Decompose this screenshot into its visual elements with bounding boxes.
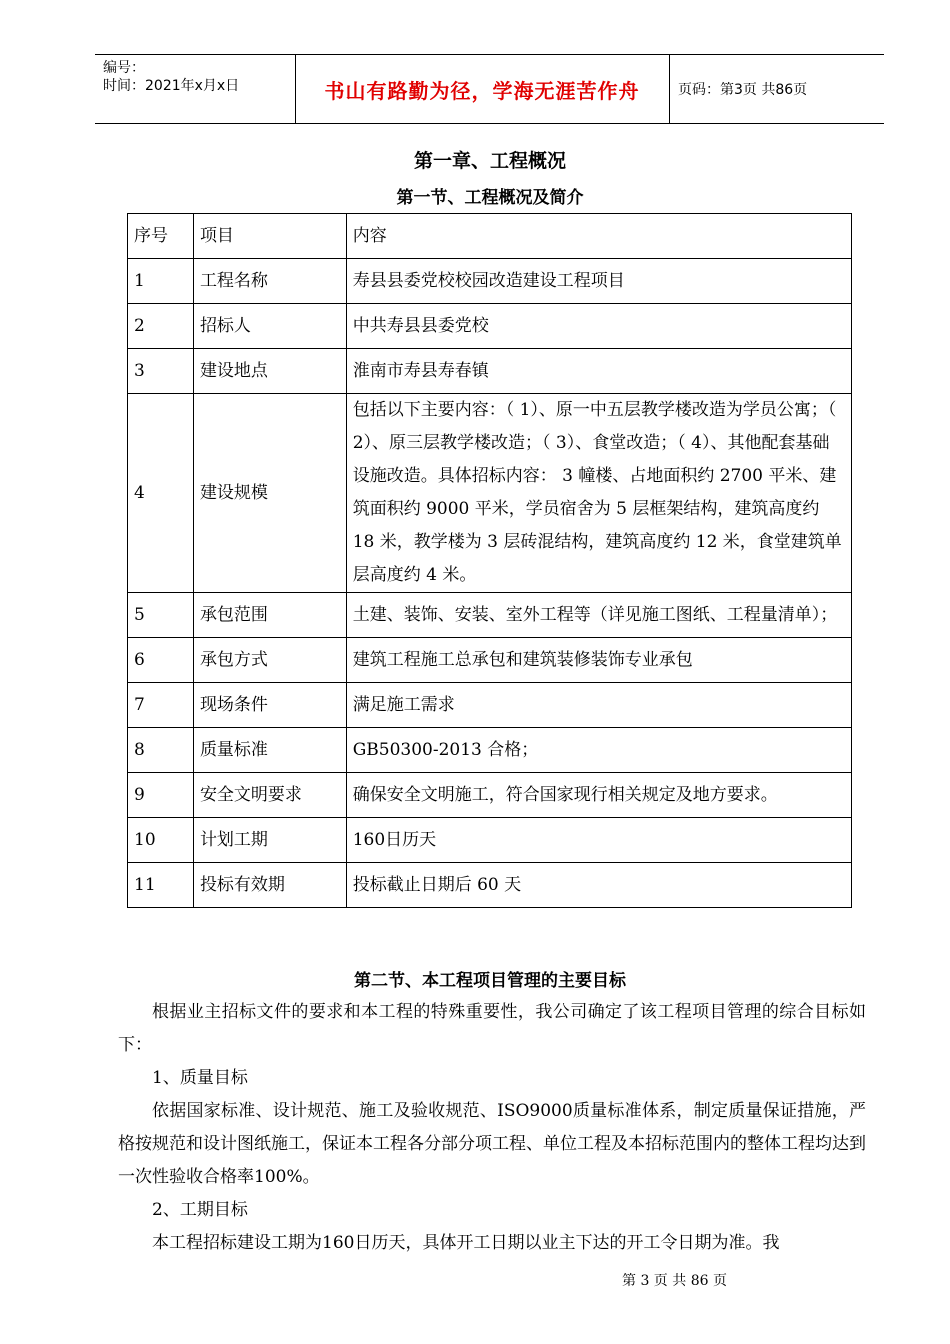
table-cell: 招标人	[193, 304, 346, 349]
subheading-quality: 1、质量目标	[152, 1068, 248, 1088]
project-info-table	[127, 213, 852, 908]
table-cell: 5	[128, 593, 194, 638]
table-cell: 10	[128, 818, 194, 863]
table-cell: 4	[128, 394, 194, 593]
table-row	[128, 349, 852, 394]
table-header-cell: 内容	[346, 214, 851, 259]
section-title: 第一节、工程概况及简介	[396, 188, 584, 208]
table-row	[128, 773, 852, 818]
footer-page-number: 第 3 页 共 86 页	[622, 1273, 727, 1289]
header-motto: 书山有路勤为径，学海无涯苦作舟	[324, 79, 640, 103]
table-cell: 承包方式	[193, 638, 346, 683]
table-cell: 2	[128, 304, 194, 349]
table-row	[128, 304, 852, 349]
table-cell: 投标截止日期后 60 天	[346, 863, 851, 908]
table-cell: 淮南市寿县寿春镇	[346, 349, 851, 394]
header-time-label: 时间：2021年x月x日	[103, 78, 240, 94]
table-row	[128, 638, 852, 683]
table-cell: 寿县县委党校校园改造建设工程项目	[346, 259, 851, 304]
body-text	[118, 996, 866, 1260]
table-cell: 质量标准	[193, 728, 346, 773]
table-row	[128, 259, 852, 304]
section-title: 第二节、本工程项目管理的主要目标	[354, 971, 626, 991]
table-cell: 160日历天	[346, 818, 851, 863]
header-meta	[103, 59, 239, 95]
table-row	[128, 728, 852, 773]
table-cell: 确保安全文明施工，符合国家现行相关规定及地方要求。	[346, 773, 851, 818]
table-row	[128, 818, 852, 863]
table-cell: 8	[128, 728, 194, 773]
table-cell: 建设规模	[193, 394, 346, 593]
table-cell: 建设地点	[193, 349, 346, 394]
table-cell: 1	[128, 259, 194, 304]
table-cell: 工程名称	[193, 259, 346, 304]
subheading-schedule: 2、工期目标	[152, 1200, 248, 1220]
table-cell: 投标有效期	[193, 863, 346, 908]
table-cell: 建筑工程施工总承包和建筑装修装饰专业承包	[346, 638, 851, 683]
table-row	[128, 683, 852, 728]
table-cell: 现场条件	[193, 683, 346, 728]
paragraph: 本工程招标建设工期为160日历天，具体开工日期以业主下达的开工令日期为准。我	[152, 1233, 780, 1253]
table-cell: 计划工期	[193, 818, 346, 863]
table-cell: GB50300-2013 合格；	[346, 728, 851, 773]
table-cell: 11	[128, 863, 194, 908]
paragraph: 依据国家标准、设计规范、施工及验收规范、ISO9000质量标准体系，制定质量保证措施，严格按规范和设计图纸施工，保证本工程各分部分项工程、单位工程及本招标范围内的整体工程均达到一次性验收合格率100%。	[118, 1101, 866, 1187]
table-header-cell: 项目	[193, 214, 346, 259]
table-cell: 安全文明要求	[193, 773, 346, 818]
table-cell: 土建、装饰、安装、室外工程等（详见施工图纸、工程量清单）；	[346, 593, 851, 638]
table-cell: 中共寿县县委党校	[346, 304, 851, 349]
table-header-row	[128, 214, 852, 259]
header-divider	[669, 55, 670, 123]
paragraph: 根据业主招标文件的要求和本工程的特殊重要性，我公司确定了该工程项目管理的综合目标如下：	[118, 1002, 866, 1055]
table-cell: 满足施工需求	[346, 683, 851, 728]
table-row	[128, 593, 852, 638]
table-cell: 包括以下主要内容：（ 1）、原一中五层教学楼改造为学员公寓；（ 2）、原三层教学楼改造；（ 3）、食堂改造；（ 4）、其他配套基础设施改造。具体招标内容： 3 幢楼、占地面积约 2700 平米、建筑面积约 9000 平米，学员宿舍为 5 层框架结构，建筑高度约 18 米，教学楼为 3 层砖混结构，建筑高度约 12 米，食堂建筑单层高度约 4 米。	[346, 394, 851, 593]
table-row	[128, 863, 852, 908]
header-page-info: 页码：第3页 共86页	[678, 82, 808, 98]
table-header-cell: 序号	[128, 214, 194, 259]
table-cell: 9	[128, 773, 194, 818]
table-cell: 6	[128, 638, 194, 683]
chapter-title: 第一章、工程概况	[413, 150, 566, 172]
table-row	[128, 394, 852, 593]
table-cell: 7	[128, 683, 194, 728]
header-number-label: 编号：	[103, 60, 145, 76]
table-cell: 3	[128, 349, 194, 394]
table-cell: 承包范围	[193, 593, 346, 638]
page-header	[95, 54, 884, 124]
